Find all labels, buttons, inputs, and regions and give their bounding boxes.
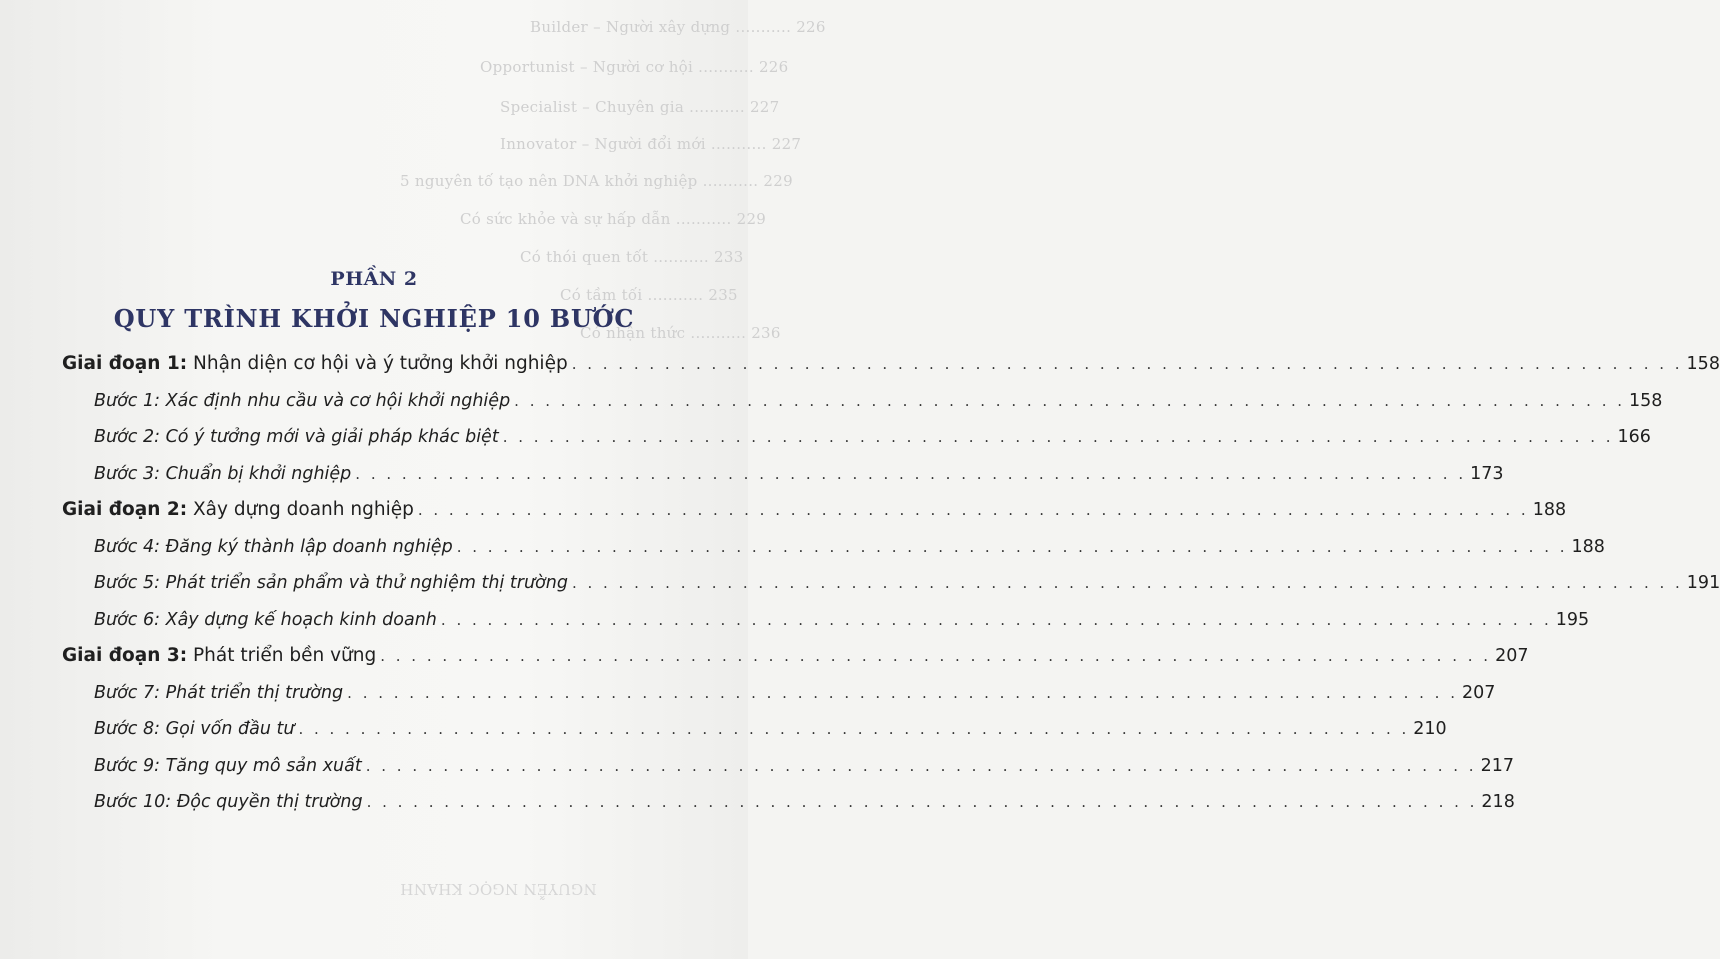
toc-phase-entry bbox=[62, 346, 1720, 383]
toc-page-number: 158 bbox=[1686, 354, 1720, 374]
ghost-line: Opportunist – Người cơ hội ........... 226 bbox=[480, 58, 789, 76]
dot-leader bbox=[355, 456, 1466, 493]
toc-step-entry bbox=[62, 529, 1605, 566]
toc-entry-title bbox=[94, 529, 453, 566]
toc-phase-entry bbox=[62, 638, 1529, 675]
toc-entry-text: Xây dựng doanh nghiệp bbox=[187, 499, 414, 520]
dot-leader bbox=[441, 602, 1552, 639]
part-label: PHẦN 2 bbox=[330, 268, 418, 290]
dot-leader bbox=[572, 346, 1683, 383]
toc-page-number: 188 bbox=[1532, 500, 1567, 520]
ghost-line: Có nhận thức ........... 236 bbox=[580, 324, 781, 342]
toc-step-entry bbox=[62, 383, 1663, 420]
toc-entry-title bbox=[94, 419, 499, 456]
toc-step-entry bbox=[62, 565, 1720, 602]
toc-entry-text: Phát triển bền vững bbox=[187, 645, 377, 666]
toc-entry-text: Nhận diện cơ hội và ý tưởng khởi nghiệp bbox=[187, 353, 568, 374]
dot-leader bbox=[514, 383, 1625, 420]
toc-page-number: 207 bbox=[1495, 646, 1529, 666]
toc-entry-title bbox=[94, 383, 510, 420]
toc-phase-prefix: Giai đoạn 1: bbox=[62, 353, 188, 374]
toc-entry-title bbox=[62, 346, 568, 383]
dot-leader bbox=[380, 638, 1491, 675]
toc-entry-title bbox=[94, 456, 351, 493]
ghost-line: Có thói quen tốt ........... 233 bbox=[520, 248, 744, 266]
toc-entry-title bbox=[94, 675, 343, 712]
dot-leader bbox=[418, 492, 1529, 529]
toc-page-number: 158 bbox=[1629, 390, 1663, 411]
dot-leader bbox=[503, 419, 1614, 456]
toc-phase-prefix: Giai đoạn 3: bbox=[62, 645, 188, 666]
toc-step-entry bbox=[62, 675, 1496, 712]
toc-step-entry bbox=[62, 602, 1590, 639]
toc-entry-text: Bước 6: Xây dựng kế hoạch kinh doanh bbox=[94, 609, 437, 630]
ghost-line: Specialist – Chuyên gia ........... 227 bbox=[500, 98, 780, 116]
toc-page-number: 207 bbox=[1462, 682, 1496, 703]
toc-step-entry bbox=[62, 456, 1504, 493]
dot-leader bbox=[457, 529, 1568, 566]
dot-leader bbox=[298, 711, 1409, 748]
toc-entry-text: Bước 7: Phát triển thị trường bbox=[94, 682, 344, 703]
toc-entry-text: Bước 9: Tăng quy mô sản xuất bbox=[94, 755, 362, 776]
toc-page-number: 217 bbox=[1480, 755, 1514, 776]
toc-entry-text: Bước 5: Phát triển sản phẩm và thử nghiệm thị trường bbox=[94, 573, 568, 593]
toc-phase-entry bbox=[62, 492, 1567, 529]
toc-page-number: 166 bbox=[1617, 427, 1651, 447]
ghost-footer: NGUYỄN NGỌC KHANH bbox=[400, 880, 597, 898]
toc-entry-title bbox=[94, 784, 363, 821]
ghost-line: Có tầm tối ........... 235 bbox=[560, 286, 738, 304]
toc-step-entry bbox=[62, 711, 1447, 748]
toc-page-number: 195 bbox=[1555, 609, 1590, 630]
ghost-line: Có sức khỏe và sự hấp dẫn ........... 229 bbox=[460, 210, 767, 228]
toc-page-number: 218 bbox=[1481, 792, 1515, 812]
toc-entry-title bbox=[94, 748, 362, 785]
toc-entry-title bbox=[94, 602, 437, 639]
toc-entry-text: Bước 2: Có ý tưởng mới và giải pháp khác biệt bbox=[94, 427, 499, 447]
dot-leader bbox=[366, 748, 1477, 785]
toc-entry-text: Bước 10: Độc quyền thị trường bbox=[94, 792, 363, 812]
toc-entry-title bbox=[94, 711, 294, 748]
dot-leader bbox=[572, 565, 1683, 602]
toc-entry-text: Bước 4: Đăng ký thành lập doanh nghiệp bbox=[94, 536, 453, 557]
dot-leader bbox=[367, 784, 1478, 821]
ghost-line: Builder – Người xây dựng ........... 226 bbox=[530, 18, 826, 36]
toc-page-number: 191 bbox=[1686, 573, 1720, 593]
toc-entry-title bbox=[62, 492, 414, 529]
part-title: QUY TRÌNH KHỞI NGHIỆP 10 BƯỚC bbox=[113, 304, 635, 333]
toc-page-number: 210 bbox=[1413, 719, 1447, 739]
toc-page-number: 188 bbox=[1571, 536, 1605, 557]
toc-page-number: 173 bbox=[1470, 463, 1504, 484]
toc-step-entry bbox=[62, 784, 1515, 821]
table-of-contents bbox=[62, 346, 1720, 821]
toc-entry-title bbox=[94, 565, 568, 602]
toc-step-entry bbox=[62, 419, 1651, 456]
toc-phase-prefix: Giai đoạn 2: bbox=[62, 499, 188, 520]
toc-entry-title bbox=[62, 638, 376, 675]
toc-entry-text: Bước 3: Chuẩn bị khởi nghiệp bbox=[94, 463, 352, 484]
toc-entry-text: Bước 8: Gọi vốn đầu tư bbox=[94, 719, 295, 739]
toc-entry-text: Bước 1: Xác định nhu cầu và cơ hội khởi nghiệp bbox=[94, 390, 511, 411]
ghost-line: 5 nguyên tố tạo nên DNA khởi nghiệp ........... 229 bbox=[400, 172, 793, 190]
dot-leader bbox=[347, 675, 1458, 712]
ghost-line: Innovator – Người đổi mới ........... 227 bbox=[500, 135, 802, 153]
toc-step-entry bbox=[62, 748, 1514, 785]
